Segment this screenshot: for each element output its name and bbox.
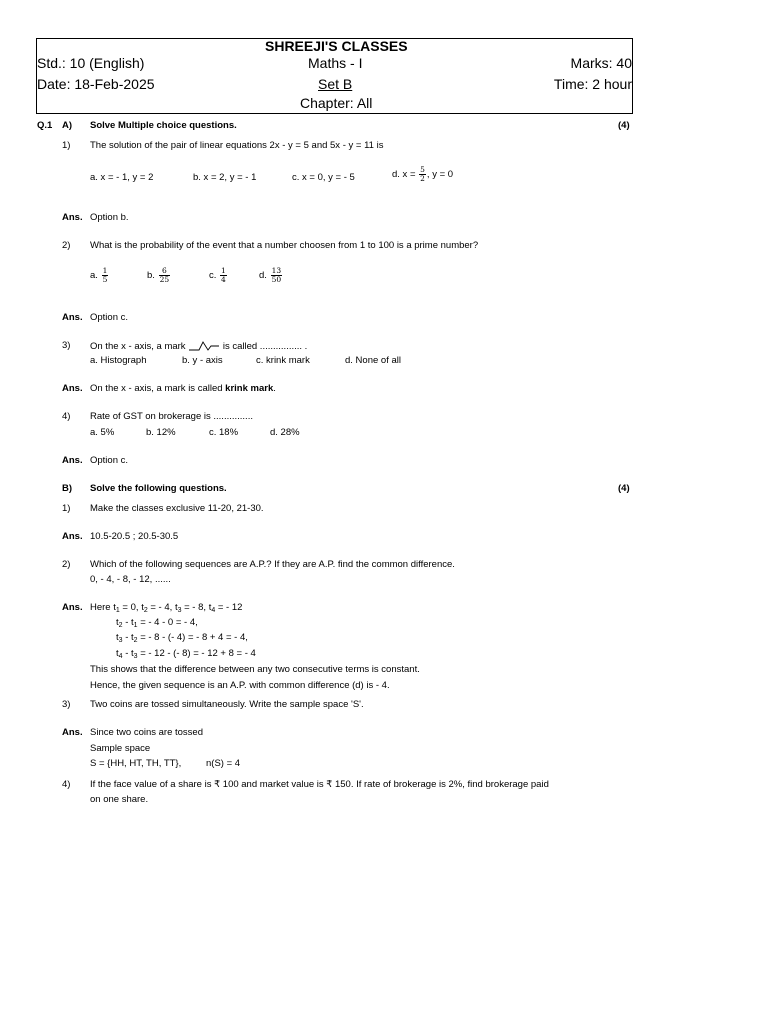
answer-text: Option c.: [90, 455, 129, 466]
answer-line: Sample space: [90, 743, 151, 754]
question-num: 4): [62, 411, 71, 422]
difference-line: $t_2 - t_1$ = - 4 - 0 = - 4,: [116, 617, 198, 629]
conclusion-line: This shows that the difference between any two consecutive terms is constant.: [90, 664, 420, 675]
option-d: [392, 166, 453, 183]
fraction: $\frac{13}{50}$: [271, 266, 282, 284]
kink-mark-icon: [189, 340, 219, 351]
option-b: b. 12%: [146, 427, 176, 438]
option-d-suffix: , y = 0: [426, 169, 454, 181]
question-text: Rate of GST on brokerage is ...............: [90, 411, 253, 422]
ans-label: Ans.: [62, 312, 83, 323]
option-b: b. y - axis: [182, 355, 223, 366]
question-text: On the x - axis, a mark is called ................ .: [90, 341, 308, 352]
marks: Marks: 40: [570, 55, 632, 71]
option-a: a. 5%: [90, 427, 115, 438]
chapter: Chapter: All: [300, 95, 373, 111]
question-num: 3): [62, 340, 71, 351]
option-c: c. 18%: [209, 427, 239, 438]
ans-label: Ans.: [62, 531, 83, 542]
section-title: Solve Multiple choice questions.: [90, 120, 237, 131]
school-name: SHREEJI'S CLASSES: [265, 38, 408, 54]
difference-line: $t_3 - t_2$ = - 8 - (- 4) = - 8 + 4 = - 4,: [116, 632, 248, 644]
question-text: The solution of the pair of linear equations 2x - y = 5 and 5x - y = 11 is: [90, 140, 384, 151]
option-b: b. x = 2, y = - 1: [193, 172, 257, 183]
option-a: a. Histograph: [90, 355, 147, 366]
question-text: Which of the following sequences are A.P.? If they are A.P. find the common difference.: [90, 559, 455, 570]
subject: Maths - I: [308, 55, 363, 71]
option-d: d. None of all: [345, 355, 401, 366]
question-text: on one share.: [90, 794, 149, 805]
option-d-prefix: d. x =: [392, 169, 416, 181]
question-num: 1): [62, 503, 71, 514]
option-d: d. 28%: [270, 427, 300, 438]
answer-text: 10.5-20.5 ; 20.5-30.5: [90, 531, 179, 542]
question-num: 2): [62, 240, 71, 251]
option-b: b. $\frac{6}{25}$: [147, 266, 170, 284]
option-a: a. x = - 1, y = 2: [90, 172, 154, 183]
fraction: $\frac{5}{2}$: [420, 165, 425, 183]
question-num: 2): [62, 559, 71, 570]
sequence: 0, - 4, - 8, - 12, ......: [90, 574, 171, 585]
answer-line: S = {HH, HT, TH, TT},: [90, 758, 182, 769]
question-num: 4): [62, 779, 71, 790]
section-letter: A): [62, 120, 73, 131]
question-text: What is the probability of the event that a number choosen from 1 to 100 is a prime number?: [90, 240, 479, 251]
duration: Time: 2 hour: [553, 76, 632, 92]
ans-label: Ans.: [62, 727, 83, 738]
option-c: c. krink mark: [256, 355, 310, 366]
answer-line: Since two coins are tossed: [90, 727, 204, 738]
section-marks: (4): [618, 483, 630, 494]
option-c: c. $\frac{1}{4}$: [209, 266, 226, 284]
answer-text: Option b.: [90, 212, 129, 223]
question-number: Q.1: [37, 120, 53, 131]
difference-line: $t_4 - t_3$ = - 12 - (- 8) = - 12 + 8 = - 4: [116, 648, 256, 660]
ans-label: Ans.: [62, 455, 83, 466]
question-num: 3): [62, 699, 71, 710]
ans-label: Ans.: [62, 602, 83, 613]
option-c: c. x = 0, y = - 5: [292, 172, 355, 183]
ans-label: Ans.: [62, 212, 83, 223]
question-text: If the face value of a share is ₹ 100 and market value is ₹ 150. If rate of brokerage is 2%, find brokerage paid: [90, 779, 549, 790]
fraction: $\frac{6}{25}$: [159, 266, 170, 284]
fraction: $\frac{1}{5}$: [102, 266, 108, 284]
option-a: a. $\frac{1}{5}$: [90, 266, 108, 284]
question-num: 1): [62, 140, 71, 151]
question-text: Make the classes exclusive 11-20, 21-30.: [90, 503, 264, 514]
answer-line: n(S) = 4: [206, 758, 241, 769]
section-letter: B): [62, 483, 73, 494]
question-text: Two coins are tossed simultaneously. Write the sample space 'S'.: [90, 699, 364, 710]
section-title: Solve the following questions.: [90, 483, 227, 494]
set-label: Set B: [318, 76, 353, 92]
exam-date: Date: 18-Feb-2025: [37, 76, 155, 92]
section-marks: (4): [618, 120, 630, 131]
option-d: d. $\frac{13}{50}$: [259, 266, 282, 284]
fraction: $\frac{1}{4}$: [221, 266, 226, 284]
answer-terms: Here $t_1 = 0$, $t_2$ = - 4, $t_3$ = - 8, $t_4$ = - 12: [90, 602, 243, 614]
standard: Std.: 10 (English): [37, 55, 145, 71]
answer-text: On the x - axis, a mark is called krink mark.: [90, 383, 276, 394]
conclusion-line: Hence, the given sequence is an A.P. with common difference (d) is - 4.: [90, 680, 390, 691]
answer-text: Option c.: [90, 312, 129, 323]
ans-label: Ans.: [62, 383, 83, 394]
